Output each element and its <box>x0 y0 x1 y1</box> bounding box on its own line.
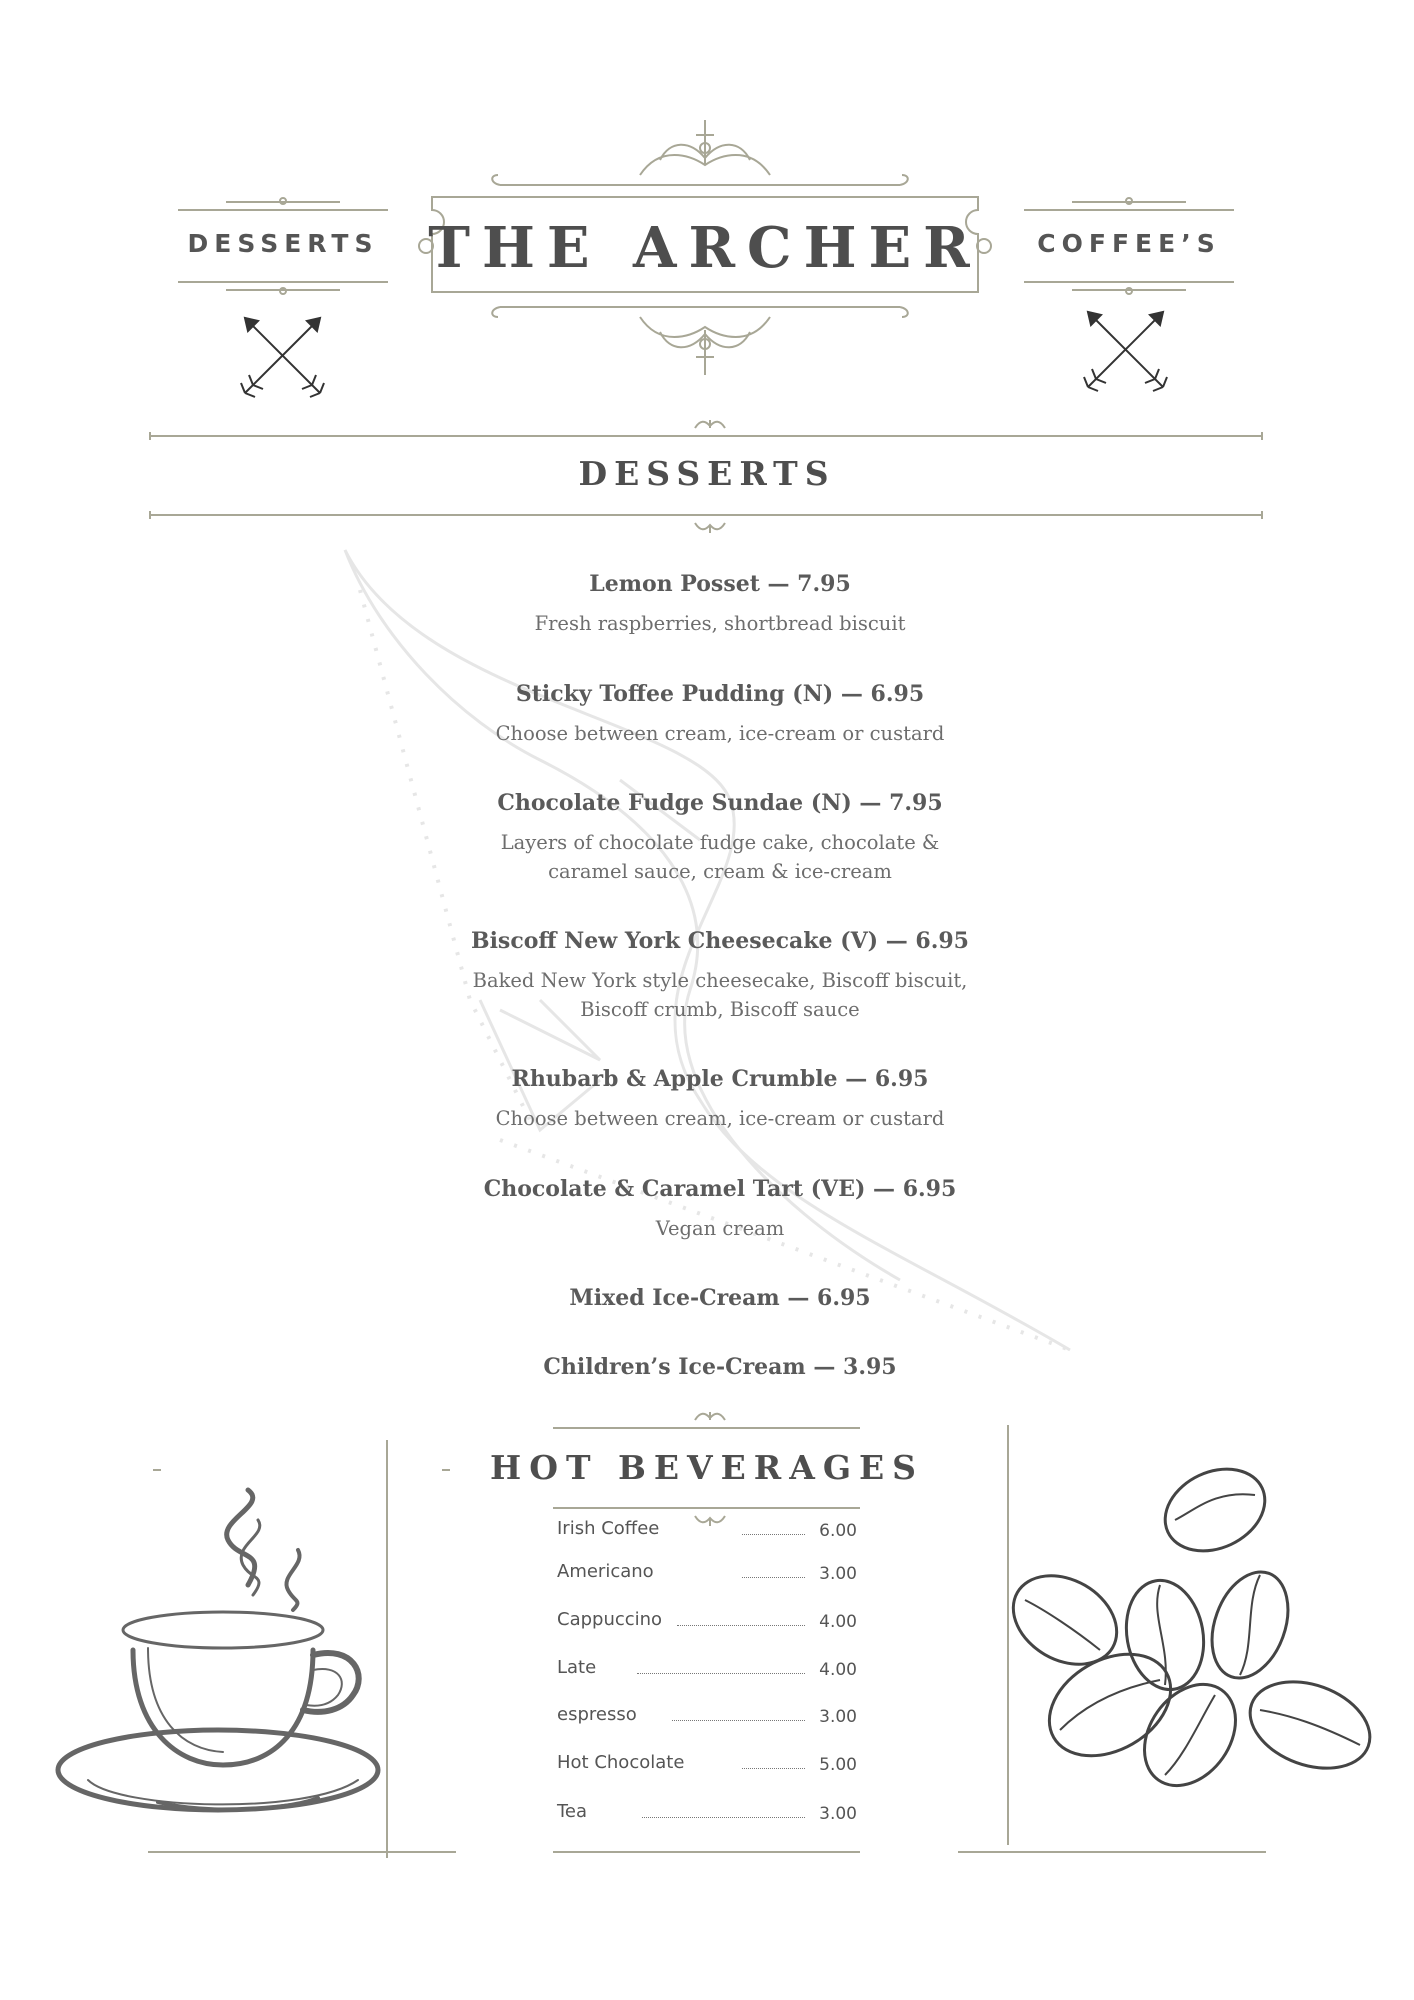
beverage-price: 3.00 <box>819 1707 857 1727</box>
desserts-heading: DESSERTS <box>578 454 836 493</box>
list-item <box>557 1606 857 1632</box>
beverage-name: Cappuccino <box>557 1609 668 1630</box>
dessert-name: Children’s Ice-Cream — 3.95 <box>543 1354 897 1380</box>
coffee-beans-icon <box>1000 1450 1400 1830</box>
dessert-name: Sticky Toffee Pudding (N) — 6.95 <box>515 681 925 707</box>
page-title: THE ARCHER <box>428 215 982 281</box>
beverage-price: 4.00 <box>819 1612 857 1632</box>
beverage-name: Tea <box>557 1801 593 1822</box>
coffee-cup-icon <box>58 1480 398 1840</box>
beverage-name: Irish Coffee <box>557 1518 665 1539</box>
dessert-desc: Choose between cream, ice-cream or custard <box>495 722 945 745</box>
beverage-name: Americano <box>557 1561 660 1582</box>
list-item <box>557 1749 857 1775</box>
dessert-name: Lemon Posset — 7.95 <box>589 571 851 597</box>
list-item <box>557 1515 857 1541</box>
dessert-desc: Choose between cream, ice-cream or custard <box>495 1107 945 1130</box>
beverage-name: espresso <box>557 1704 643 1725</box>
beverages-heading: HOT BEVERAGES <box>490 1448 924 1487</box>
beverage-name: Hot Chocolate <box>557 1752 690 1773</box>
left-label: DESSERTS <box>187 229 379 258</box>
dessert-desc: Fresh raspberries, shortbread biscuit <box>534 612 906 635</box>
beverage-price: 3.00 <box>819 1804 857 1824</box>
dessert-desc: Layers of chocolate fudge cake, chocolate & caramel sauce, cream & ice-cream <box>500 831 940 883</box>
dessert-desc: Baked New York style cheesecake, Biscoff biscuit, Biscoff crumb, Biscoff sauce <box>472 969 968 1021</box>
beverage-price: 3.00 <box>819 1564 857 1584</box>
list-item <box>557 1701 857 1727</box>
dessert-desc: Vegan cream <box>655 1217 785 1240</box>
dessert-name: Rhubarb & Apple Crumble — 6.95 <box>511 1066 929 1092</box>
dessert-name: Chocolate Fudge Sundae (N) — 7.95 <box>497 790 943 816</box>
dessert-name: Biscoff New York Cheesecake (V) — 6.95 <box>470 928 969 954</box>
beverage-name: Late <box>557 1657 602 1678</box>
list-item <box>557 1798 857 1824</box>
beverage-price: 5.00 <box>819 1755 857 1775</box>
dessert-name: Mixed Ice-Cream — 6.95 <box>569 1285 871 1311</box>
beverage-price: 6.00 <box>819 1521 857 1541</box>
beverage-price: 4.00 <box>819 1660 857 1680</box>
list-item <box>557 1654 857 1680</box>
dessert-name: Chocolate & Caramel Tart (VE) — 6.95 <box>483 1176 957 1202</box>
list-item <box>557 1558 857 1584</box>
right-label: COFFEE’S <box>1037 229 1221 258</box>
